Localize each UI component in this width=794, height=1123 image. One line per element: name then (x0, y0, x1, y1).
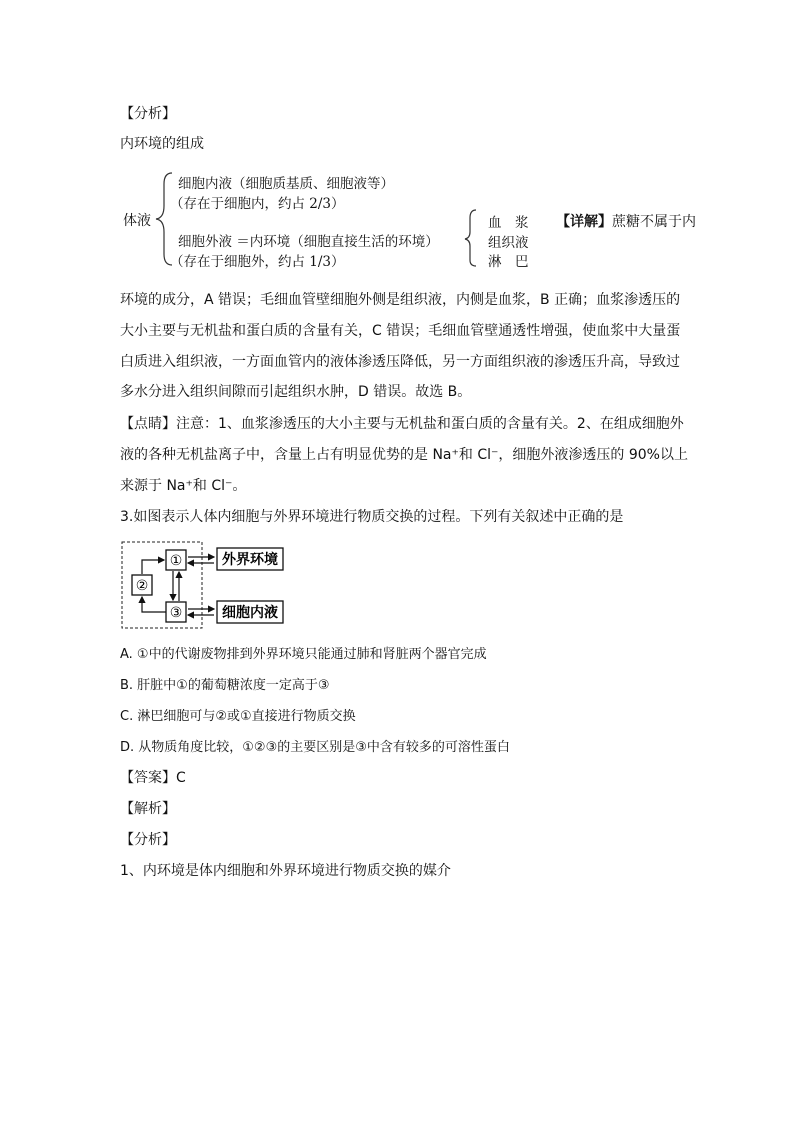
component-tissue-fluid: 组织液 (488, 235, 529, 251)
analysis-heading: 【分析】 (120, 106, 176, 122)
detail-line: 多水分进入组织间隙而引起组织水肿，D 错误。故选 B。 (120, 384, 472, 400)
analysis-point-1: 1、内环境是体内细胞和外界环境进行物质交换的媒介 (120, 863, 451, 879)
answer-heading: 【答案】 (120, 770, 176, 786)
box-1-label: ① (169, 553, 183, 569)
box-3-label: ③ (169, 605, 183, 621)
analysis-heading-2: 【分析】 (120, 832, 176, 848)
intracellular-fluid-label: 细胞内液 (222, 605, 278, 621)
arrow-3-to-2 (142, 597, 166, 612)
key-points-heading: 【点睛】 (120, 416, 176, 432)
exchange-figure (118, 538, 288, 632)
answer-value: C (176, 770, 186, 786)
explanation-heading: 【解析】 (120, 801, 176, 817)
components-brace (463, 208, 479, 268)
detail-line: 大小主要与无机盐和蛋白质的含量有关，C 错误；毛细血管壁通透性增强，使血浆中大量蛋 (120, 323, 681, 339)
root-label: 体液 (123, 213, 151, 229)
key-points-line: 注意：1、血浆渗透压的大小主要与无机盐和蛋白质的含量有关。2、在组成细胞外 (176, 416, 684, 432)
detail-inline-text: 蔗糖不属于内 (612, 214, 696, 230)
option-a: A. ①中的代谢废物排到外界环境只能通过肺和肾脏两个器官完成 (120, 647, 487, 662)
arrow-2-to-1 (142, 560, 164, 574)
option-c: C. 淋巴细胞可与②或①直接进行物质交换 (120, 709, 356, 724)
component-plasma: 血 浆 (488, 215, 529, 231)
extracellular-note: （存在于细胞外，约占 1/3） (170, 254, 345, 270)
box-2-label: ② (135, 578, 149, 594)
question-stem: 3.如图表示人体内细胞与外界环境进行物质交换的过程。下列有关叙述中正确的是 (120, 509, 624, 525)
detail-line: 环境的成分，A 错误；毛细血管壁细胞外侧是组织液，内侧是血浆，B 正确；血浆渗透压的 (120, 292, 681, 308)
topic-title: 内环境的组成 (120, 136, 204, 152)
intracellular-note: （存在于细胞内，约占 2/3） (170, 196, 345, 212)
detail-heading: 【详解】 (556, 214, 612, 230)
key-points-line: 来源于 Na⁺和 Cl⁻。 (120, 478, 247, 494)
extracellular-label: 细胞外液 ＝内环境（细胞直接生活的环境） (178, 234, 439, 250)
intracellular-label: 细胞内液（细胞质基质、细胞液等） (178, 176, 394, 192)
key-points-line: 液的各种无机盐离子中，含量上占有明显优势的是 Na⁺和 Cl⁻，细胞外液渗透压的 90%以上 (120, 447, 688, 463)
detail-line: 白质进入组织液，一方面血管内的液体渗透压降低，另一方面组织液的渗透压升高，导致过 (120, 354, 680, 370)
option-d: D. 从物质角度比较，①②③的主要区别是③中含有较多的可溶性蛋白 (120, 740, 510, 755)
external-environment-label: 外界环境 (222, 552, 278, 568)
component-lymph: 淋 巴 (488, 254, 529, 270)
option-b: B. 肝脏中①的葡萄糖浓度一定高于③ (120, 678, 330, 693)
